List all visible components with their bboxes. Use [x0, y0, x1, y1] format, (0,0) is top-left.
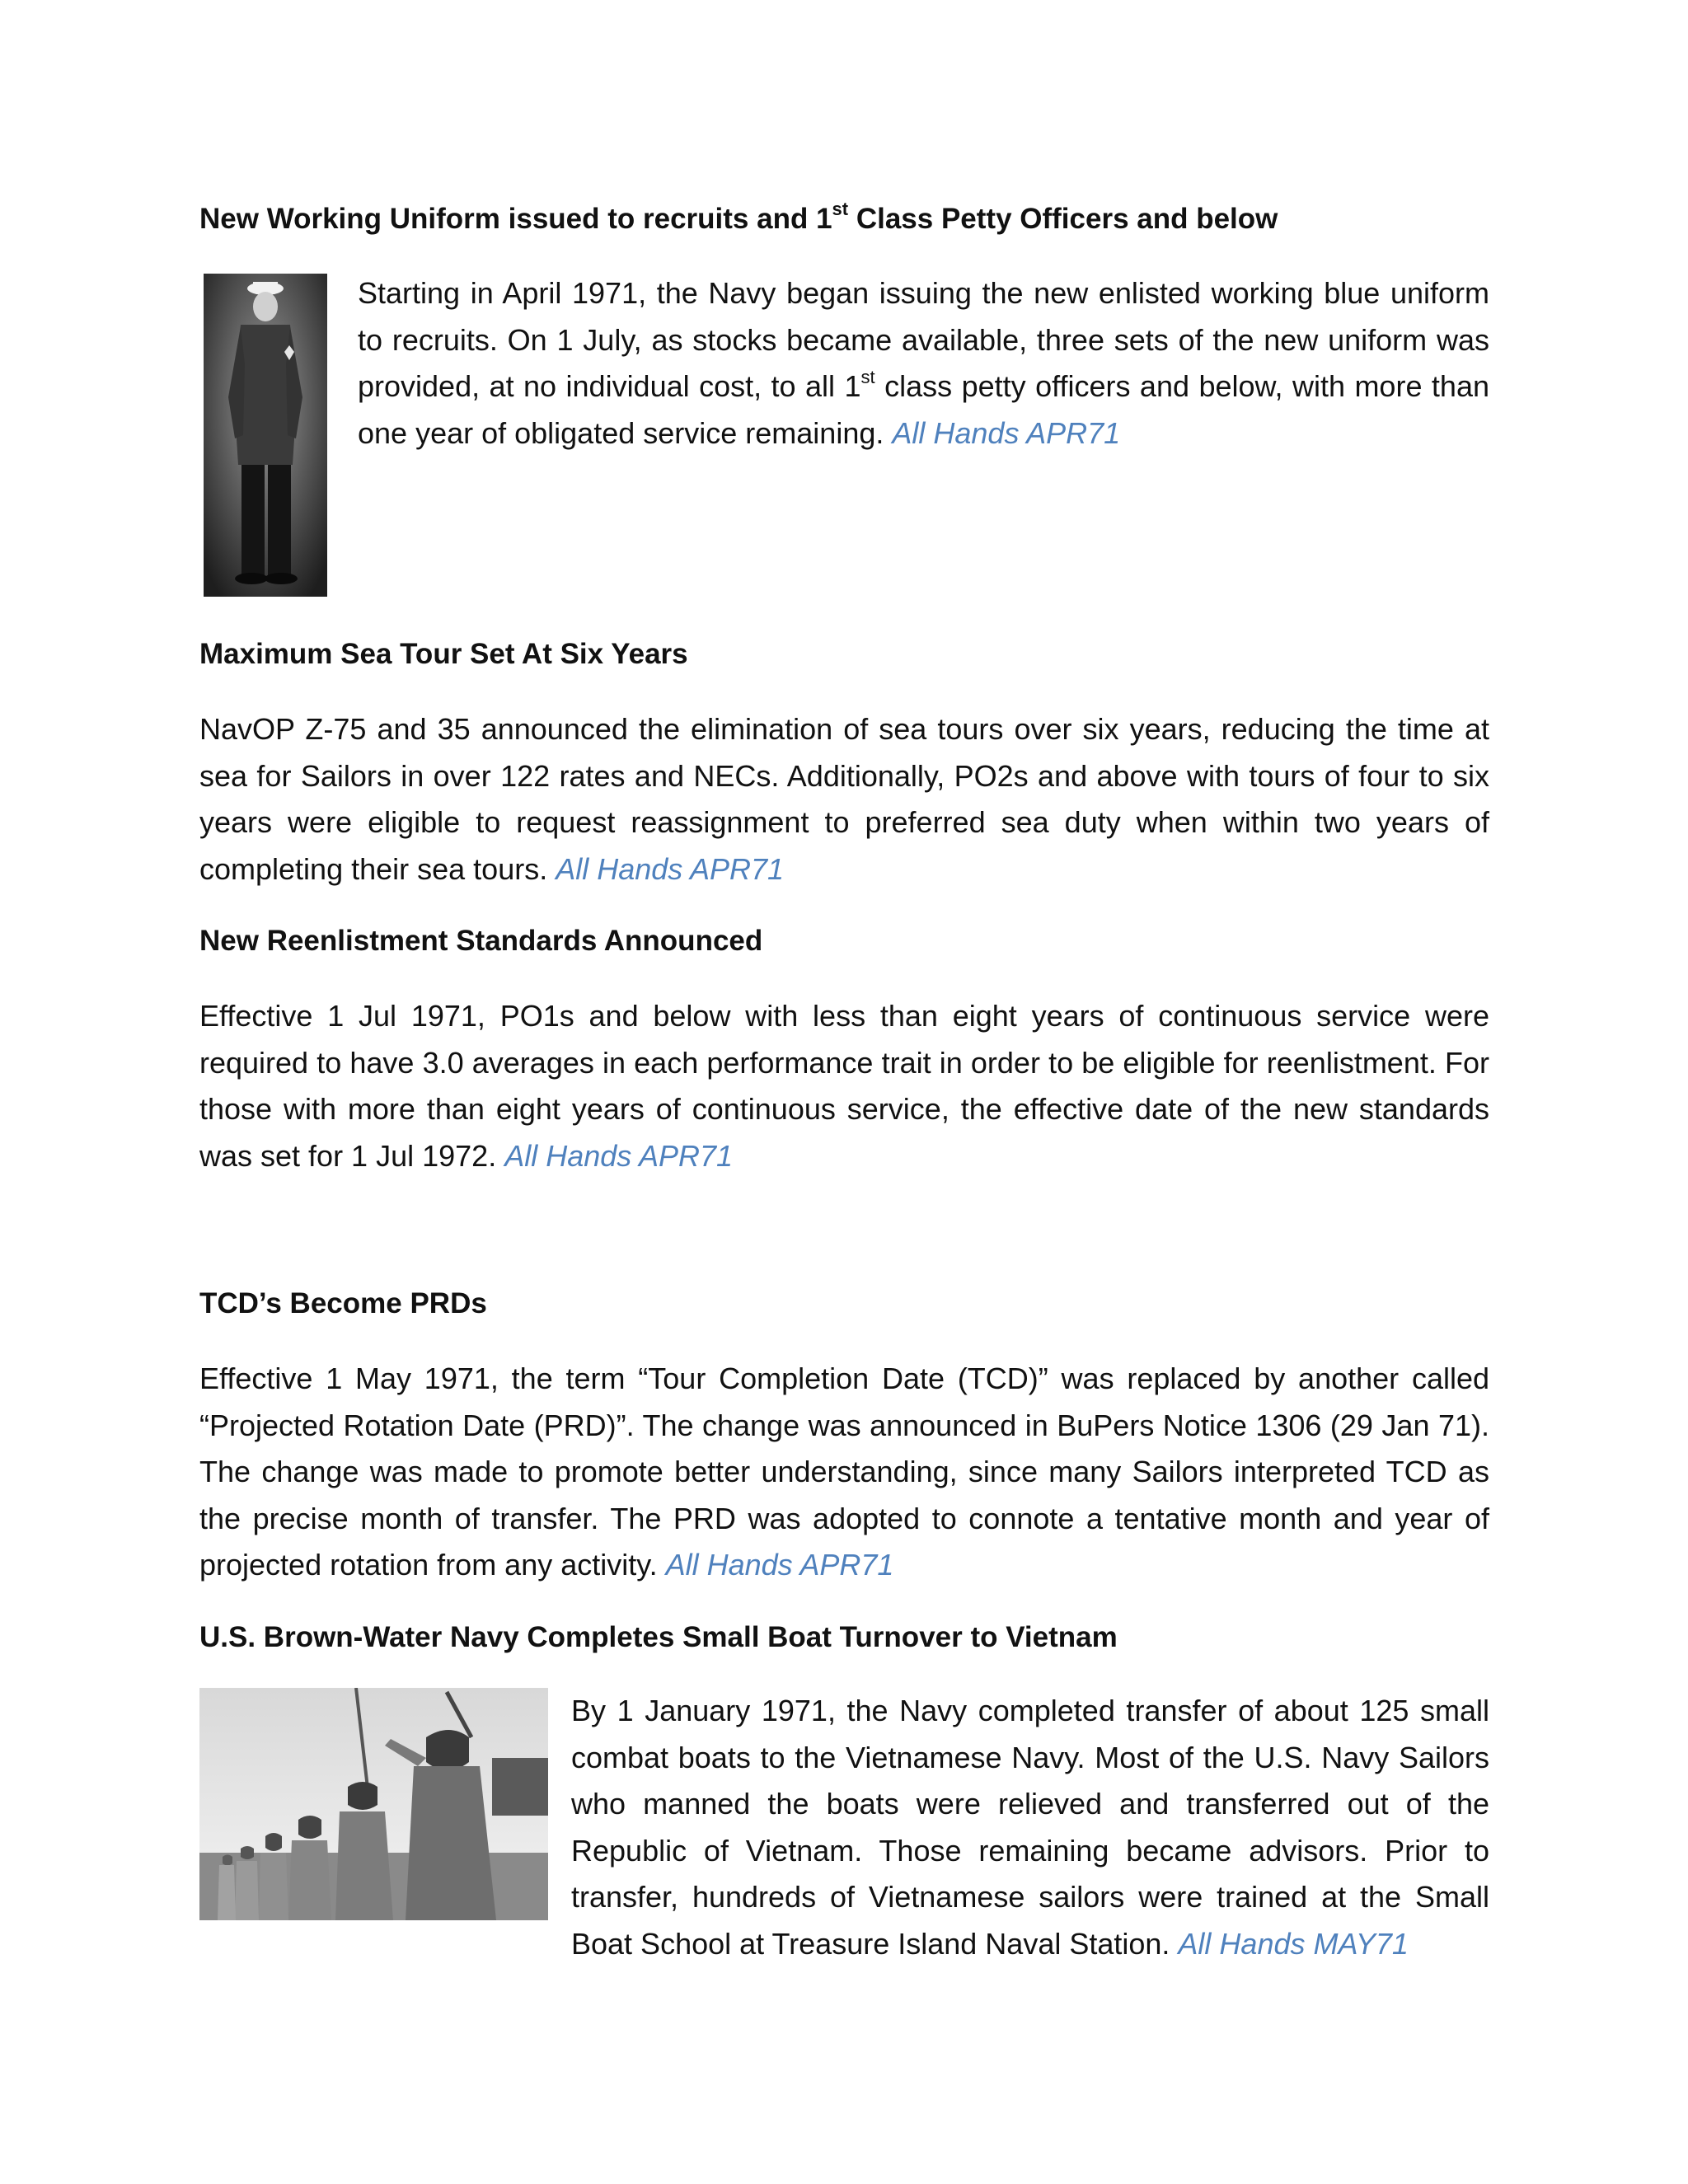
section-heading-brown-water: U.S. Brown-Water Navy Completes Small Boat Turnover to Vietnam: [199, 1621, 1118, 1653]
section-heading-reenlistment: New Reenlistment Standards Announced: [199, 925, 763, 957]
section-body-brown-water: By 1 January 1971, the Navy completed transfer of about 125 small combat boats to the Vietnamese Navy. Most of the U.S. Navy Sailors who manned the boats were relieved and transferred out of the Republic of Vietnam. Those remaining became advisors. Prior to transfer, hundreds of Vietnamese sailors were trained at the Small Boat School at Treasure Island Naval Station. All Hands MAY71: [199, 1688, 1489, 1967]
citation-link[interactable]: All Hands APR71: [665, 1548, 894, 1582]
section-heading-prd: TCD’s Become PRDs: [199, 1287, 487, 1319]
citation-link[interactable]: All Hands APR71: [892, 415, 1121, 450]
citation-link[interactable]: All Hands APR71: [556, 851, 785, 886]
sailor-uniform-photo: [204, 274, 327, 597]
citation-link[interactable]: All Hands APR71: [504, 1138, 734, 1173]
photo-float-spacer: [199, 1688, 571, 1923]
section-heading-uniform: New Working Uniform issued to recruits and 1st Class Petty Officers and below: [199, 199, 1278, 235]
section-body-uniform: Starting in April 1971, the Navy began issuing the new enlisted working blue uniform to recruits. On 1 July, as stocks became available, three sets of the new uniform was provided, at no individual cost, to all 1st class petty officers and below, with more than one year of obligated service remaining. All Hands APR71: [358, 276, 1489, 450]
section-body-sea-tour: NavOP Z-75 and 35 announced the elimination of sea tours over six years, reducing the time at sea for Sailors in over 122 rates and NECs. Additionally, PO2s and above with tours of four to six years were eligible to request reassignment to preferred sea duty when within two years of completing their sea tours. All Hands APR71: [199, 712, 1489, 886]
section-body-prd: Effective 1 May 1971, the term “Tour Completion Date (TCD)” was replaced by another called “Projected Rotation Date (PRD)”. The change was announced in BuPers Notice 1306 (29 Jan 71). The change was made to promote better understanding, since many Sailors interpreted TCD as the precise month of transfer. The PRD was adopted to connote a tentative month and year of projected rotation from any activity. All Hands APR71: [199, 1361, 1489, 1582]
section-heading-sea-tour: Maximum Sea Tour Set At Six Years: [199, 638, 688, 670]
section-body-reenlistment: Effective 1 Jul 1971, PO1s and below with less than eight years of continuous service were required to have 3.0 averages in each performance trait in order to be eligible for reenlistment. For those with more than eight years of continuous service, the effective date of the new standards was set for 1 Jul 1972. All Hands APR71: [199, 999, 1489, 1173]
citation-link[interactable]: All Hands MAY71: [1178, 1926, 1409, 1961]
